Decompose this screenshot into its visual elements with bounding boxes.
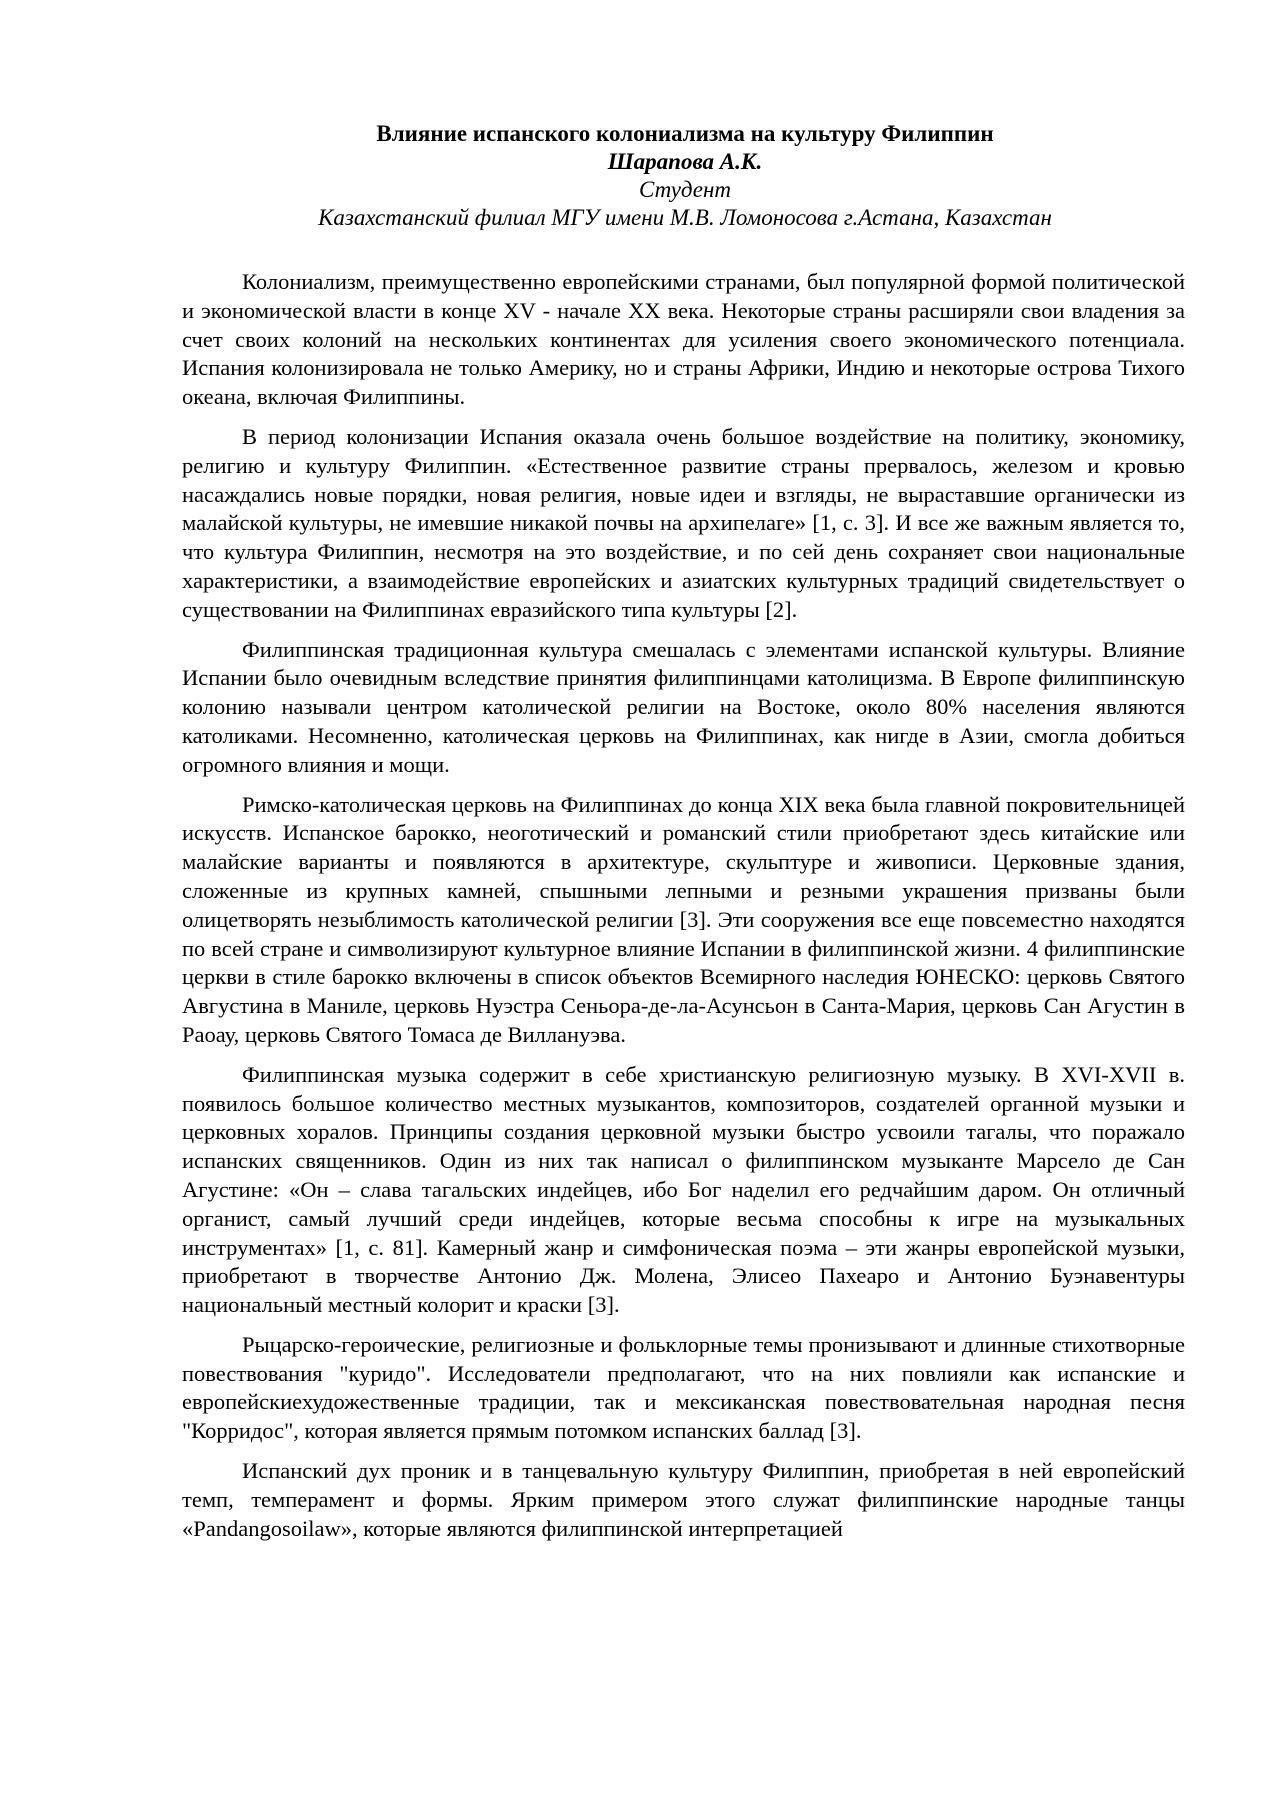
author-role: Студент xyxy=(639,177,731,202)
paragraph-1: Колониализм, преимущественно европейскими странами, был популярной формой политической и экономической власти в конце XV - начале XX века. Некоторые страны расширяли свои владения за счет своих колоний на нескольких континентах для усиления своего экономического потенциала. Испания колонизировала не только Америку, но и страны Африки, Индию и некоторые острова Тихого океана, включая Филиппины. xyxy=(182,269,1185,410)
author-affiliation: Казахстанский филиал МГУ имени М.В. Ломоносова г.Астана, Казахстан xyxy=(318,205,1052,230)
author-name: Шарапова А.К. xyxy=(607,149,763,174)
paragraph-3: Филиппинская традиционная культура смешалась с элементами испанской культуры. Влияние Испании было очевидным вследствие принятия филиппинцами католицизма. В Европе филиппинскую колонию называли центром католической религии на Востоке, около 80% населения являются католиками. Несомненно, католическая церковь на Филиппинах, как нигде в Азии, смогла добиться огромного влияния и мощи. xyxy=(182,636,1185,777)
paragraph-7: Испанский дух проник и в танцевальную культуру Филиппин, приобретая в ней европейский темп, темперамент и формы. Ярким примером этого служат филиппинские народные танцы «Pandangosoilaw», которые являются филиппинской интерпретацией xyxy=(182,1458,1185,1541)
article-title: Влияние испанского колониализма на культуру Филиппин xyxy=(376,121,994,146)
document-header xyxy=(180,120,1190,232)
paragraph-4: Римско-католическая церковь на Филиппинах до конца XIX века была главной покровительницей искусств. Испанское барокко, неоготический и романский стили приобретают здесь китайские или малайские варианты и появляются в архитектуре, скульптуре и живописи. Церковные здания, сложенные из крупных камней, спышными лепными и резными украшения призваны были олицетворять незыблимость католической религии [3]. Эти сооружения все еще повсеместно находятся по всей стране и символизируют культурное влияние Испании в филиппинской жизни. 4 филиппинские церкви в стиле барокко включены в список объектов Всемирного наследия ЮНЕСКО: церковь Святого Августина в Маниле, церковь Нуэстра Сеньора-де-ла-Асунсьон в Санта-Мария, церковь Сан Агустин в Раоау, церковь Святого Томаса де Виллануэва. xyxy=(182,791,1185,1047)
article-body xyxy=(182,268,1185,1554)
paragraph-5: Филиппинская музыка содержит в себе христианскую религиозную музыку. В XVI-XVII в. появилось большое количество местных музыкантов, композиторов, создателей органной музыки и церковных хоралов. Принципы создания церковной музыки быстро усвоили тагалы, что поражало испанских священников. Один из них так написал о филиппинском музыканте Марсело де Сан Агустине: «Он – слава тагальских индейцев, ибо Бог наделил его редчайшим даром. Он отличный органист, самый лучший среди индейцев, которые весьма способны к игре на музыкальных инструментах» [1, с. 81]. Камерный жанр и симфоническая поэма – эти жанры европейской музыки, приобретают в творчестве Антонио Дж. Молена, Элисео Пахеаро и Антонио Буэнавентуры национальный местный колорит и краски [3]. xyxy=(182,1061,1185,1318)
paragraph-2: В период колонизации Испания оказала очень большое воздействие на политику, экономику, религию и культуру Филиппин. «Естественное развитие страны прервалось, железом и кровью насаждались новые порядки, новая религия, новые идеи и взгляды, не выраставшие органически из малайской культуры, не имевшие никакой почвы на архипелаге» [1, с. 3]. И все же важным является то, что культура Филиппин, несмотря на это воздействие, и по сей день сохраняет свои национальные характеристики, а взаимодействие европейских и азиатских культурных традиций свидетельствует о существовании на Филиппинах евразийского типа культуры [2]. xyxy=(182,423,1185,622)
paragraph-6: Рыцарско-героические, религиозные и фольклорные темы пронизывают и длинные стихотворные повествования "куридо". Исследователи предполагают, что на них повлияли как испанские и европейскиехудожественные традиции, так и мексиканская повествовательная народная песня "Корридос", которая является прямым потомком испанских баллад [3]. xyxy=(182,1331,1185,1444)
